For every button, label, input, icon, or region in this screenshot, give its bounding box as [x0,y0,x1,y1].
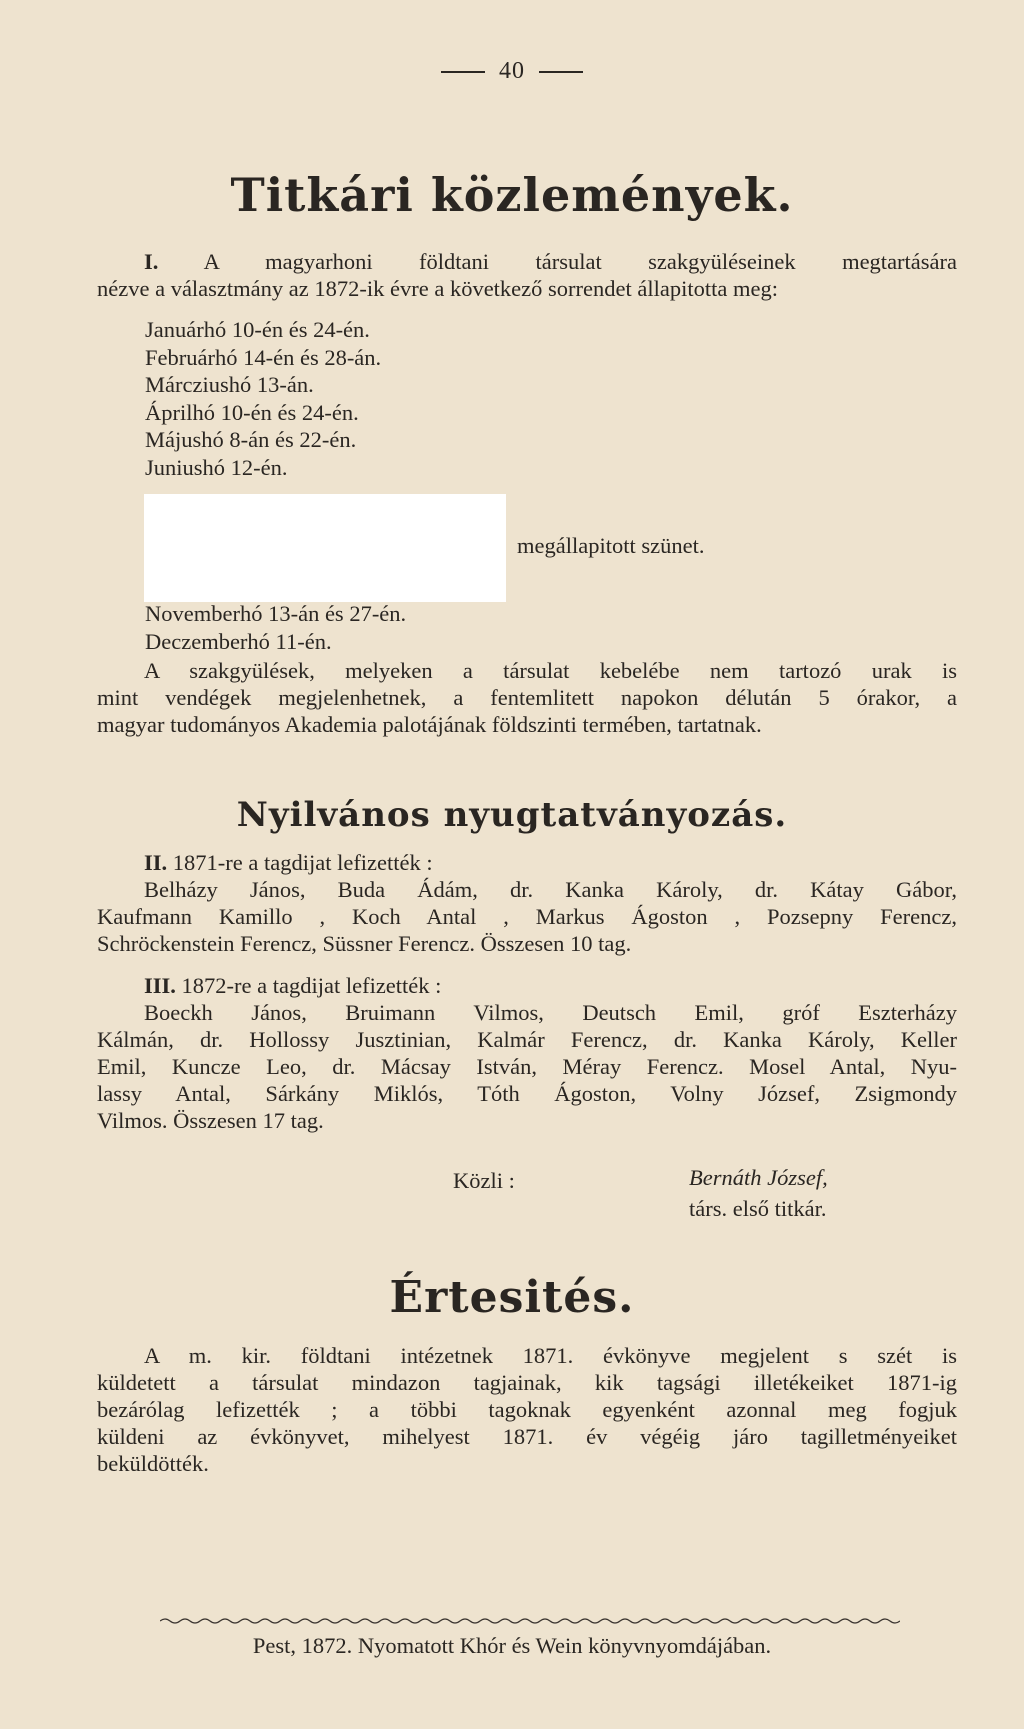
signature-name: Bernáth József, [689,1165,828,1190]
section1-intro-text: A magyarhoni földtani társulat szakgyüléseinek megtartására [203,249,958,274]
signature-label: Közli : [453,1168,515,1193]
section4-line: bezárólag lefizették ; a többi tagoknak egyenként azonnal meg fogjuk [97,1397,957,1422]
section3-line: Emil, Kuncze Leo, dr. Mácsay István, Méray Ferencz. Mosel Antal, Nyu- [97,1054,957,1079]
meeting-date: Juniushó 12-én. [145,454,288,480]
section1-intro [97,248,957,302]
meeting-date: Áprilhó 10-én és 24-én. [145,399,359,425]
meeting-date: Deczemberhó 11-én. [145,628,332,654]
section2-title: Nyilvános nyugtatványozás. [236,795,788,835]
section4-body [97,1342,957,1477]
section1-note [97,657,957,738]
page-title: Titkári közlemények. [230,168,794,222]
section4-line: beküldötték. [97,1451,209,1476]
section1-intro-line [97,248,957,275]
section2-body [97,849,957,957]
section4-line: küldetett a társulat mindazon tagjainak, kik tagsági illetékeiket 1871-ig [97,1370,957,1395]
meeting-date: Januárhó 10-én és 24-én. [145,317,370,342]
section3-line: Kálmán, dr. Hollossy Jusztinian, Kalmár Ferencz, dr. Kanka Károly, Keller [97,1027,957,1052]
page-number [0,58,1024,85]
section3-line [97,972,957,999]
meeting-date: Novemberhó 13-án és 27-én. [145,601,407,626]
section2-line [97,849,957,876]
meeting-dates-list-continued [145,600,406,655]
signature-title: társ. első titkár. [689,1196,827,1221]
section3-numeral: III. [144,973,176,998]
section4-line: küldeni az évkönyvet, mihelyest 1871. év végéig járo tagilletményeiket [97,1424,957,1449]
section1-note-line: mint vendégek megjelenhetnek, a fentemlitett napokon délután 5 órakor, a [97,685,957,710]
section2-line: Schröckenstein Ferencz, Süssner Ferencz. Összesen 10 tag. [97,931,632,956]
section4-line: A m. kir. földtani intézetnek 1871. évkönyve megjelent s szét is [144,1343,957,1368]
section1-intro-line: nézve a választmány az 1872-ik évre a következő sorrendet állapitotta meg: [97,276,778,301]
section4-title: Értesités. [389,1272,635,1323]
meeting-date: Márcziushó 13-án. [145,372,314,397]
section2-numeral: II. [144,850,168,875]
section2-line: Belházy János, Buda Ádám, dr. Kanka Károly, dr. Kátay Gábor, [144,877,957,902]
section1-note-line: magyar tudományos Akademia palotájának földszinti termében, tartatnak. [97,712,762,737]
section3-lead-text: 1872-re a tagdijat lefizették : [181,973,442,998]
section3-line: Vilmos. Összesen 17 tag. [97,1108,324,1133]
summer-break-note: megállapitott szünet. [517,533,705,558]
section3-body [97,972,957,1134]
redaction-block [144,494,506,602]
section2-lead-text: 1871-re a tagdijat lefizették : [172,850,433,875]
section3-line: lassy Antal, Sárkány Miklós, Tóth Ágoston, Volny József, Zsigmondy [97,1081,957,1106]
page-number-dash-left [441,71,485,73]
imprint-footer: Pest, 1872. Nyomatott Khór és Wein könyvnyomdájában. [252,1633,772,1658]
decorative-wavy-rule [160,1617,900,1625]
meeting-dates-list [145,316,381,481]
page-number-text: 40 [499,58,525,84]
meeting-date: Májushó 8-án és 22-én. [145,427,357,452]
section2-line: Kaufmann Kamillo , Koch Antal , Markus Ágoston , Pozsepny Ferencz, [97,904,957,929]
page-number-dash-right [539,71,583,73]
section3-line: Boeckh János, Bruimann Vilmos, Deutsch Emil, gróf Eszterházy [144,1000,957,1025]
meeting-date: Februárhó 14-én és 28-án. [145,344,382,370]
section1-numeral: I. [144,249,159,274]
section1-note-line: A szakgyülések, melyeken a társulat kebelébe nem tartozó urak is [144,658,957,683]
